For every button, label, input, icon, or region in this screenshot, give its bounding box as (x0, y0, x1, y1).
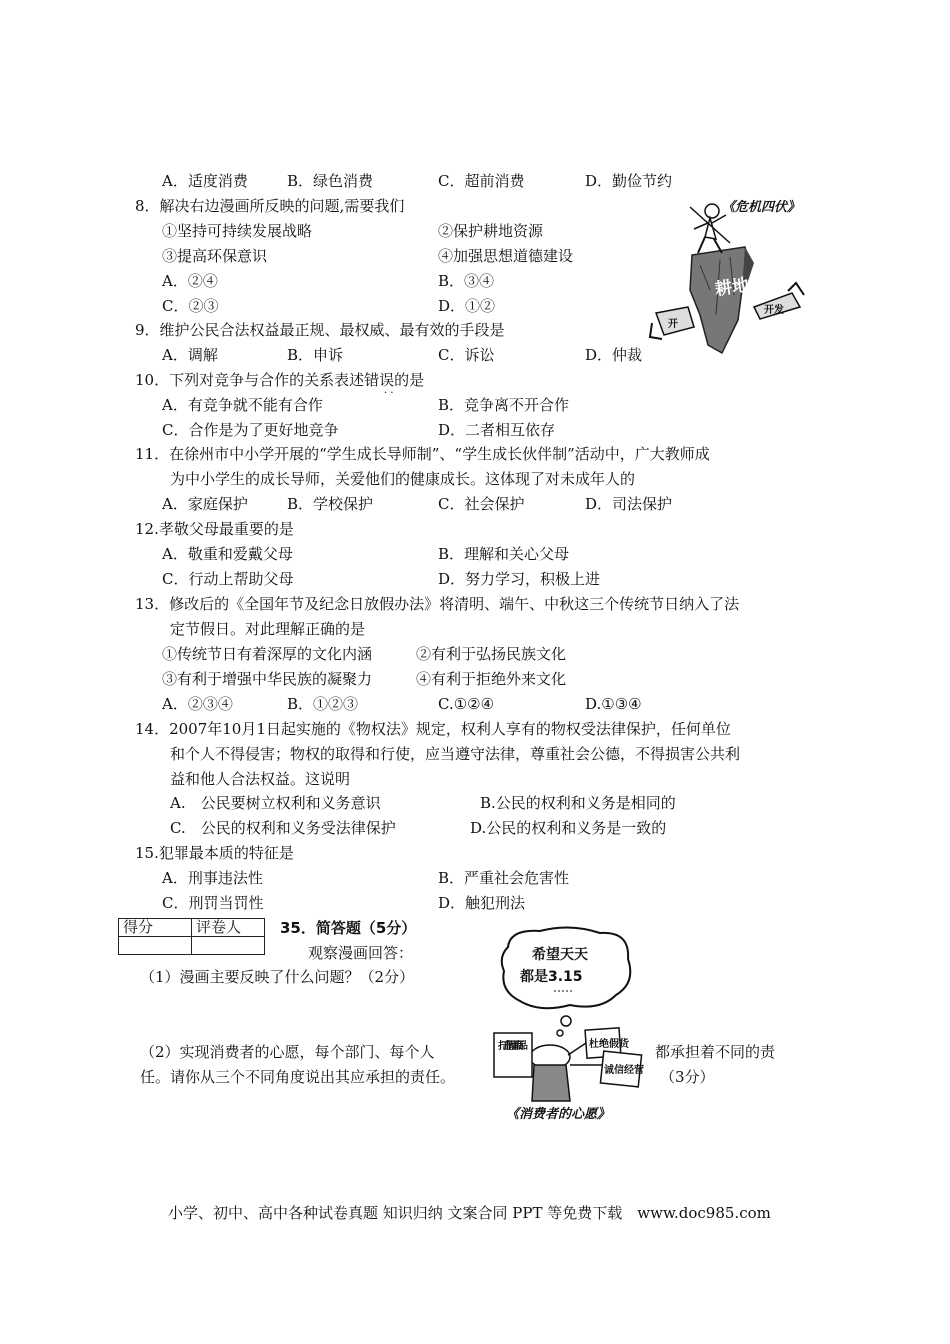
q15-option-d: D．触犯刑法 (438, 894, 526, 912)
grader-cell (192, 937, 265, 955)
q13-statement-3: ③有利于增强中华民族的凝聚力 (162, 670, 373, 688)
q14-stem-line-1: 14．2007年10月1日起实施的《物权法》规定，权利人享有的物权受法律保护，任何单位 (135, 720, 731, 738)
q13-statement-4: ④有利于拒绝外来文化 (416, 670, 567, 688)
q14-stem-line-2: 和个人不得侵害；物权的取得和行使，应当遵守法律，尊重社会公德，不得损害公共利 (170, 745, 741, 763)
q9-stem: 9．维护公民合法权益最正规、最权威、最有效的手段是 (135, 321, 505, 339)
q35-intro: 观察漫画回答： (308, 944, 414, 962)
score-table (118, 918, 265, 955)
q13-statement-1: ①传统节日有着深厚的文化内涵 (162, 645, 373, 663)
q10-option-d: D．二者相互依存 (438, 421, 556, 439)
q11-stem-line-2: 为中小学生的成长导师，关爱他们的健康成长。这体现了对未成年人的 (170, 470, 636, 488)
q35-part-2-line-2-right: （3分） (660, 1068, 715, 1086)
q7-option-c: C．超前消费 (438, 172, 525, 190)
q12-option-a: A．敬重和爱戴父母 (162, 545, 293, 563)
q8-statement-2: ②保护耕地资源 (438, 222, 544, 240)
q11-stem-line-1: 11．在徐州市中小学开展的“学生成长导师制”、“学生成长伙伴制”活动中，广大教师成 (135, 445, 710, 463)
q35-part-1: （1）漫画主要反映了什么问题？（2分） (140, 968, 415, 986)
q8-option-c: C．②③ (162, 297, 219, 315)
q8-statement-4: ④加强思想道德建设 (438, 247, 574, 265)
q15-option-c: C．刑罚当罚性 (162, 894, 264, 912)
q13-stem-line-1: 13．修改后的《全国年节及纪念日放假办法》将清明、端午、中秋这三个传统节日纳入了法 (135, 595, 740, 613)
q13-option-b: B．①②③ (287, 695, 359, 713)
q8-statement-1: ①坚持可持续发展战略 (162, 222, 313, 240)
cartoon-2-sign-1: 打击假冒商品 (498, 1041, 528, 1052)
cartoon-2-sign-2: 杜绝假货 (589, 1039, 629, 1050)
q12-option-c: C．行动上帮助父母 (162, 570, 294, 588)
q35-part-2-line-2-left: 任。请你从三个不同角度说出其应承担的责任。 (140, 1068, 456, 1086)
cartoon-1-label-main: 耕地 (713, 275, 751, 300)
q35-heading: 35．简答题（5分） (280, 919, 417, 937)
score-label: 得分 (119, 919, 192, 937)
q9-option-b: B．申诉 (287, 346, 344, 364)
q15-option-a: A．刑事违法性 (162, 869, 263, 887)
q10-stem: 10．下列对竞争与合作的关系表述错误的是 (135, 371, 425, 389)
q9-option-d: D．仲裁 (585, 346, 643, 364)
score-cell (119, 937, 192, 955)
cartoon-2-bubble-line-2: 都是3.15 (520, 969, 583, 985)
q15-option-b: B．严重社会危害性 (438, 869, 570, 887)
q13-statement-2: ②有利于弘扬民族文化 (416, 645, 567, 663)
q14-option-b: B.公民的权利和义务是相同的 (480, 794, 676, 812)
q14-option-c: C. 公民的权利和义务受法律保护 (170, 819, 396, 837)
q8-option-a: A．②④ (162, 272, 218, 290)
q12-option-b: B．理解和关心父母 (438, 545, 570, 563)
page-footer: 小学、初中、高中各种试卷真题 知识归纳 文案合同 PPT 等免费下载 www.doc985.com (168, 1204, 771, 1222)
q35-part-2-line-1-left: （2）实现消费者的心愿，每个部门、每个人 (140, 1043, 435, 1061)
q11-option-b: B．学校保护 (287, 495, 374, 513)
q14-stem-line-3: 益和他人合法权益。这说明 (170, 770, 351, 788)
q7-option-a: A．适度消费 (162, 172, 248, 190)
q11-option-d: D．司法保护 (585, 495, 673, 513)
cartoon-1-illustration (650, 195, 810, 355)
emphasis-dots: · · (384, 388, 394, 399)
cartoon-2-title: 《消费者的心愿》 (506, 1107, 611, 1122)
q7-option-d: D．勤俭节约 (585, 172, 673, 190)
cartoon-2-illustration (490, 925, 650, 1105)
q15-stem: 15.犯罪最本质的特征是 (135, 844, 294, 862)
q7-option-b: B．绿色消费 (287, 172, 374, 190)
cartoon-1-title: 《危机四伏》 (722, 200, 801, 215)
cartoon-2-sign-3: 诚信经营 (604, 1065, 644, 1076)
cartoon-1-label-kai: 开 (668, 319, 678, 330)
q10-option-c: C．合作是为了更好地竞争 (162, 421, 339, 439)
q11-option-c: C．社会保护 (438, 495, 525, 513)
q12-option-d: D．努力学习，积极上进 (438, 570, 601, 588)
cartoon-2-bubble-line-1: 希望天天 (532, 947, 588, 963)
q12-stem: 12.孝敬父母最重要的是 (135, 520, 294, 538)
q8-option-d: D．①② (438, 297, 496, 315)
q14-option-d: D.公民的权利和义务是一致的 (470, 819, 667, 837)
q8-stem: 8．解决右边漫画所反映的问题,需要我们 (135, 197, 405, 215)
q13-option-a: A．②③④ (162, 695, 233, 713)
grader-label: 评卷人 (192, 919, 265, 937)
q13-option-d: D.①③④ (585, 695, 642, 713)
q11-option-a: A．家庭保护 (162, 495, 248, 513)
q10-option-a: A．有竞争就不能有合作 (162, 396, 323, 414)
q10-option-b: B．竞争离不开合作 (438, 396, 570, 414)
q14-option-a: A. 公民要树立权利和义务意识 (170, 794, 381, 812)
q35-part-2-line-1-right: 都承担着不同的责 (655, 1043, 776, 1061)
q9-option-a: A．调解 (162, 346, 218, 364)
q9-option-c: C．诉讼 (438, 346, 495, 364)
q13-stem-line-2: 定节假日。对此理解正确的是 (170, 620, 366, 638)
q8-statement-3: ③提高环保意识 (162, 247, 268, 265)
q8-option-b: B．③④ (438, 272, 495, 290)
cartoon-1-label-kaifa: 开发 (764, 305, 784, 316)
q13-option-c: C.①②④ (438, 695, 495, 713)
